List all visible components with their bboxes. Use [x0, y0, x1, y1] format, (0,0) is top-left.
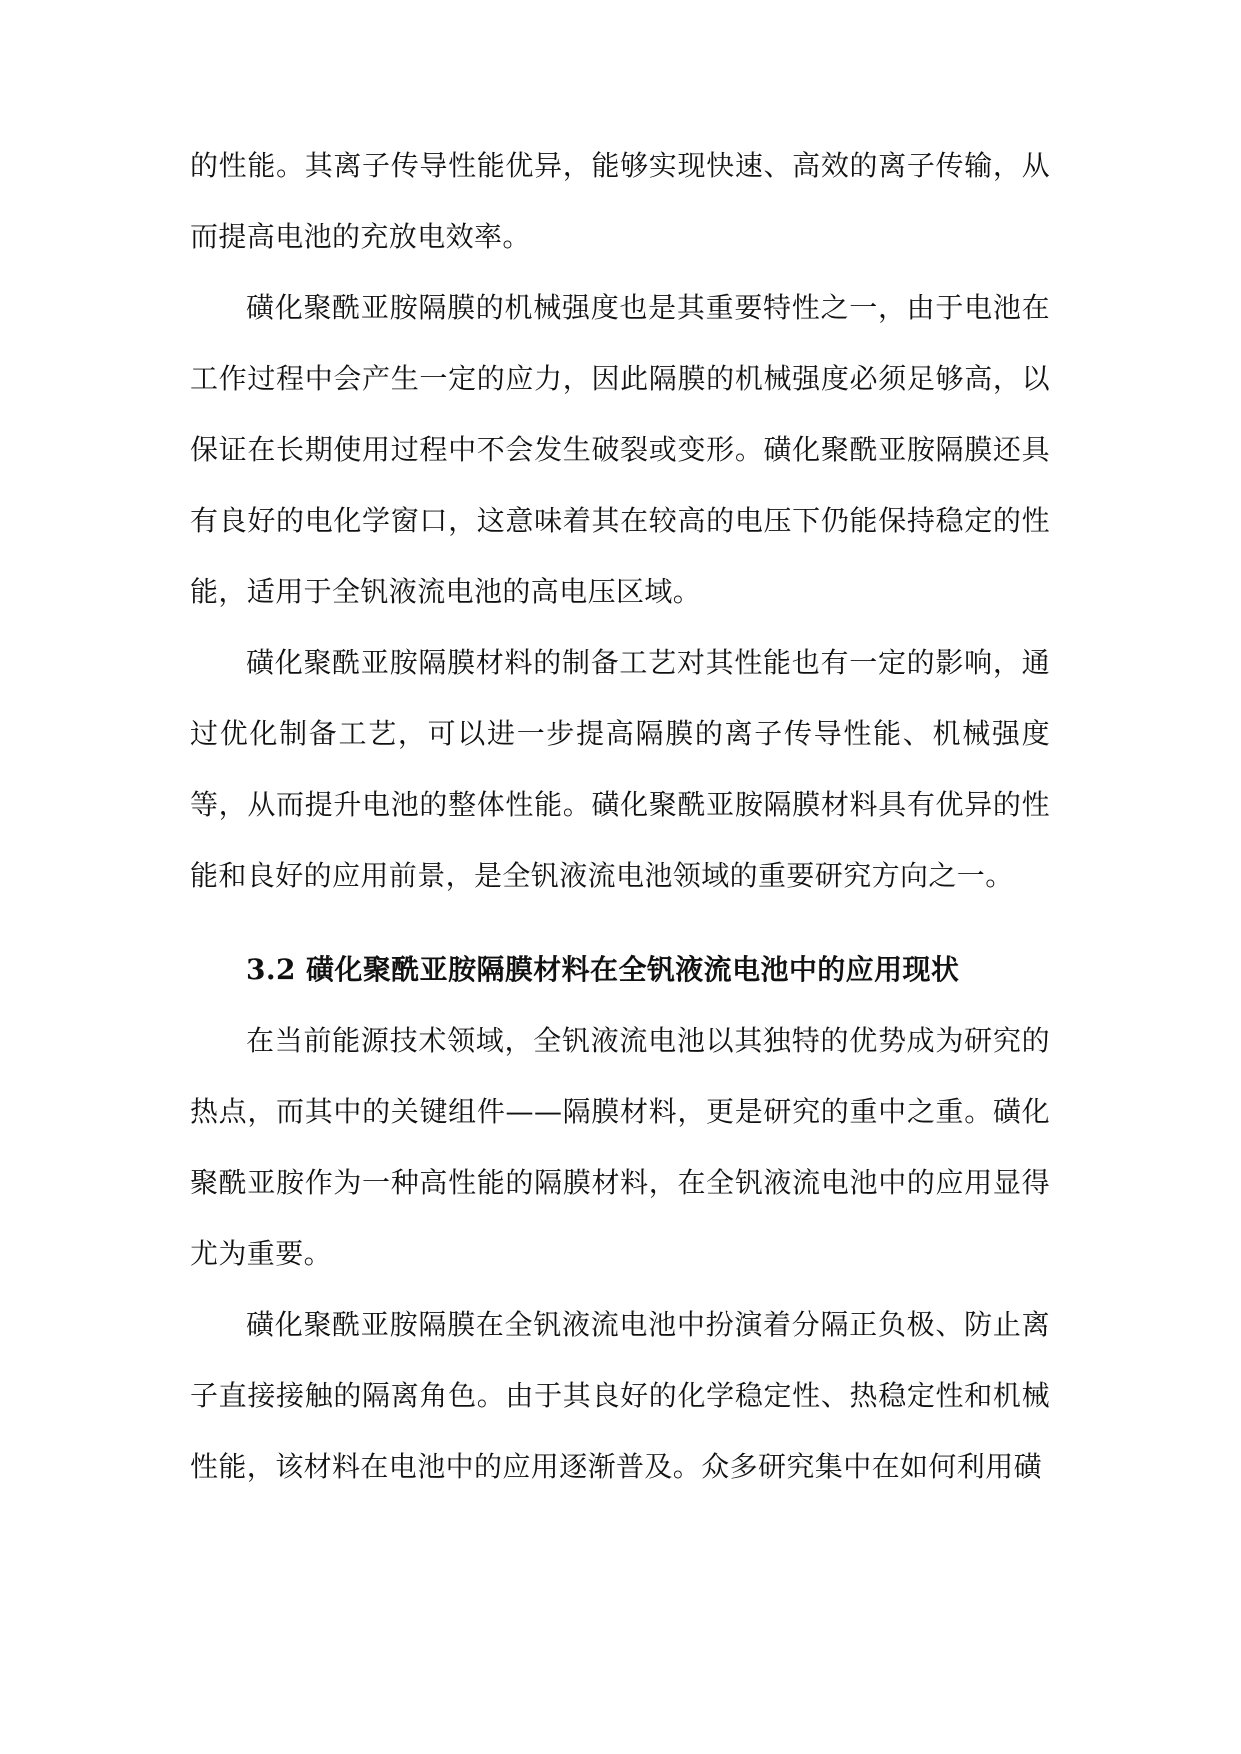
paragraph-preparation-process: 磺化聚酰亚胺隔膜材料的制备工艺对其性能也有一定的影响，通过优化制备工艺，可以进一步提高隔膜的离子传导性能、机械强度等，从而提升电池的整体性能。磺化聚酰亚胺隔膜材料具有优异的性能和良好的应用前景，是全钒液流电池领域的重要研究方向之一。	[190, 646, 1050, 892]
document-body	[190, 130, 1050, 1502]
paragraph-continued: 的性能。其离子传导性能优异，能够实现快速、高效的离子传输，从而提高电池的充放电效率。	[190, 149, 1050, 253]
paragraph-mechanical-strength: 磺化聚酰亚胺隔膜的机械强度也是其重要特性之一，由于电池在工作过程中会产生一定的应力，因此隔膜的机械强度必须足够高，以保证在长期使用过程中不会发生破裂或变形。磺化聚酰亚胺隔膜还具有良好的电化学窗口，这意味着其在较高的电压下仍能保持稳定的性能，适用于全钒液流电池的高电压区域。	[190, 291, 1050, 608]
paragraph-application-role: 磺化聚酰亚胺隔膜在全钒液流电池中扮演着分隔正负极、防止离子直接接触的隔离角色。由于其良好的化学稳定性、热稳定性和机械性能，该材料在电池中的应用逐渐普及。众多研究集中在如何利用磺	[190, 1308, 1050, 1483]
section-heading: 3.2 磺化聚酰亚胺隔膜材料在全钒液流电池中的应用现状	[246, 953, 960, 986]
paragraph-application-context: 在当前能源技术领域，全钒液流电池以其独特的优势成为研究的热点，而其中的关键组件——隔膜材料，更是研究的重中之重。磺化聚酰亚胺作为一种高性能的隔膜材料，在全钒液流电池中的应用显得尤为重要。	[190, 1024, 1050, 1270]
